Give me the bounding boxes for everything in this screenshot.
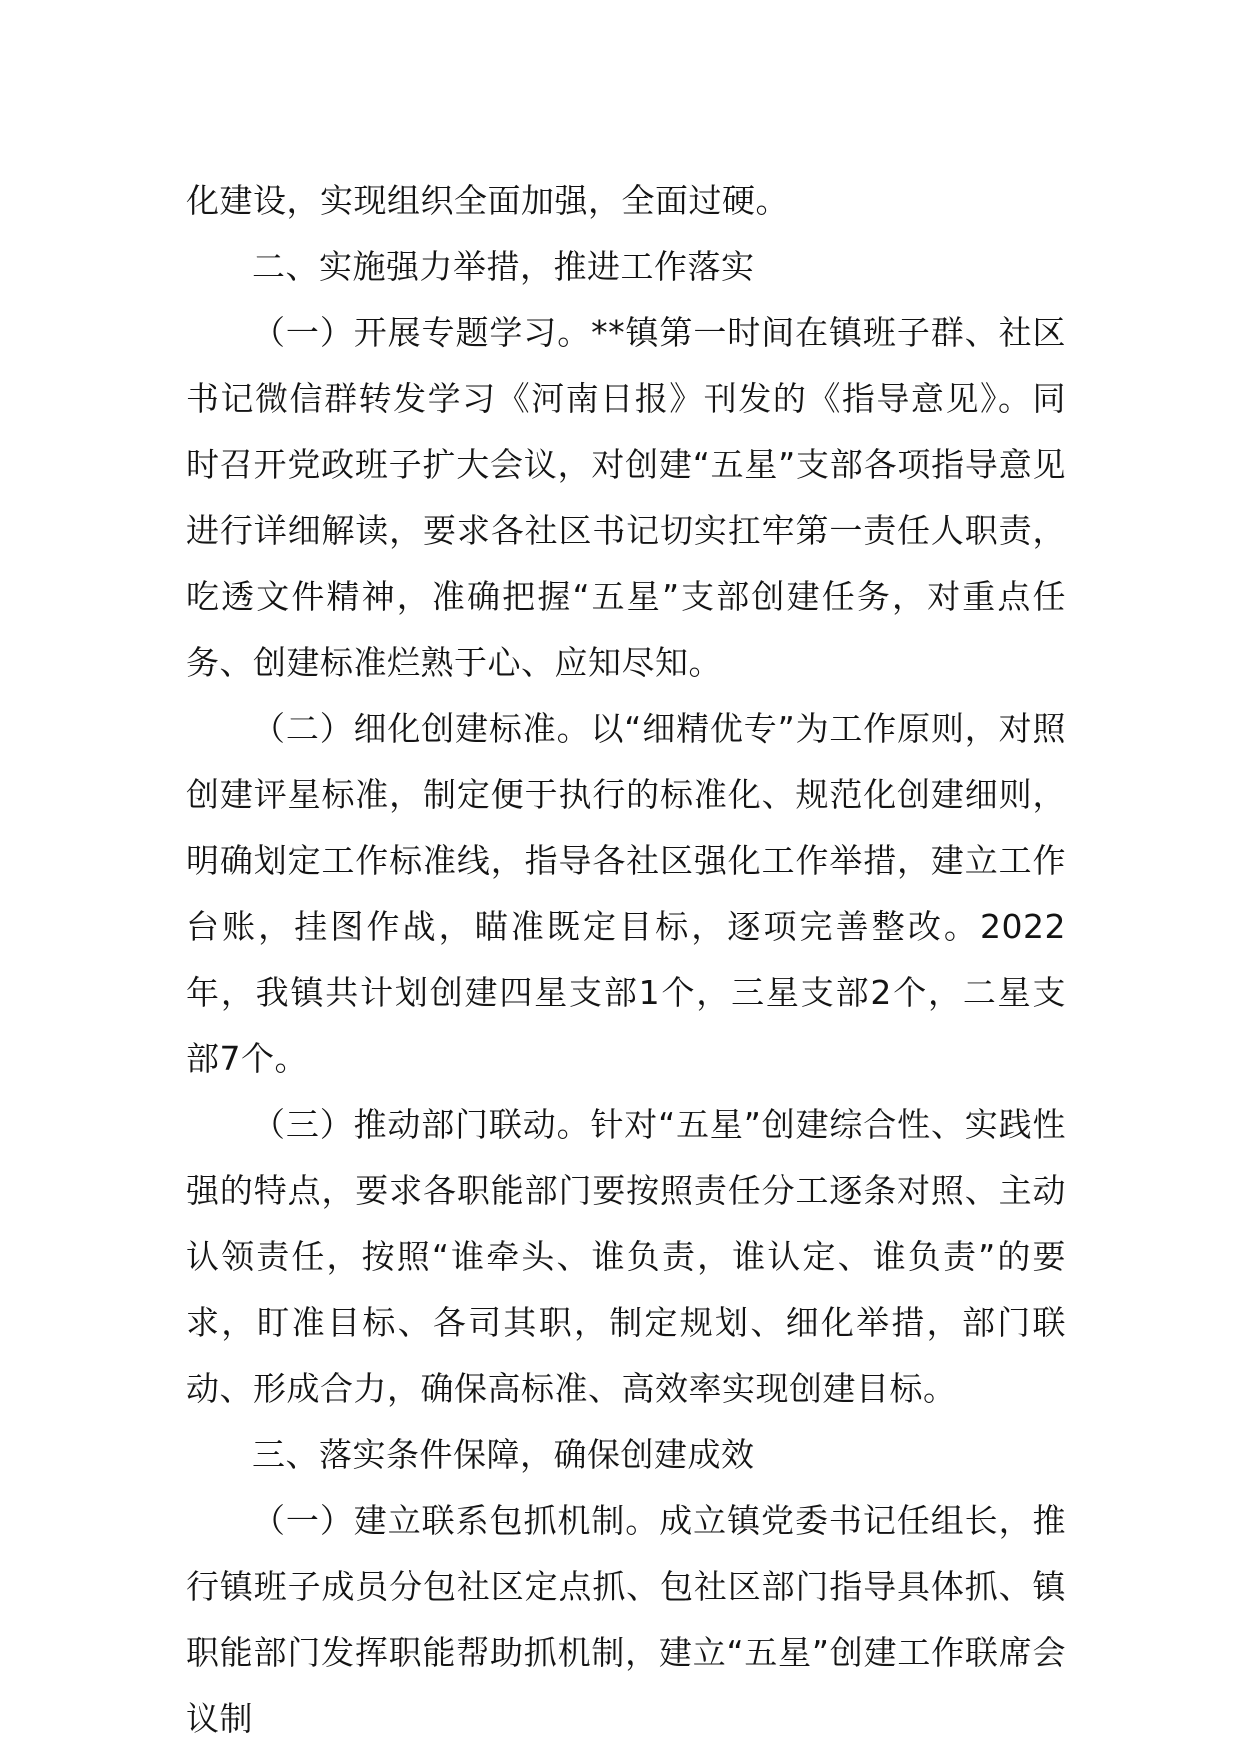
paragraph-continuation: 化建设，实现组织全面加强，全面过硬。 — [186, 181, 789, 220]
document-body — [186, 168, 1066, 1752]
section-heading-2: 二、实施强力举措，推进工作落实 — [252, 247, 755, 286]
section-heading-3: 三、落实条件保障，确保创建成效 — [252, 1435, 755, 1474]
paragraph-2-1: （一）开展专题学习。**镇第一时间在镇班子群、社区书记微信群转发学习《河南日报》刊发的《指导意见》。同时召开党政班子扩大会议，对创建“五星”支部各项指导意见进行详细解读，要求各社区书记切实扛牢第一责任人职责，吃透文件精神，准确把握“五星”支部创建任务，对重点任务、创建标准烂熟于心、应知尽知。 — [186, 313, 1066, 682]
paragraph-2-2: （二）细化创建标准。以“细精优专”为工作原则，对照创建评星标准，制定便于执行的标准化、规范化创建细则，明确划定工作标准线，指导各社区强化工作举措，建立工作台账，挂图作战，瞄准既定目标，逐项完善整改。2022年，我镇共计划创建四星支部1个，三星支部2个，二星支部7个。 — [186, 709, 1066, 1078]
paragraph-3-1: （一）建立联系包抓机制。成立镇党委书记任组长，推行镇班子成员分包社区定点抓、包社区部门指导具体抓、镇职能部门发挥职能帮助抓机制，建立“五星”创建工作联席会议制 — [186, 1501, 1066, 1738]
paragraph-2-3: （三）推动部门联动。针对“五星”创建综合性、实践性强的特点，要求各职能部门要按照责任分工逐条对照、主动认领责任，按照“谁牵头、谁负责，谁认定、谁负责”的要求，盯准目标、各司其职，制定规划、细化举措，部门联动、形成合力，确保高标准、高效率实现创建目标。 — [186, 1105, 1066, 1408]
